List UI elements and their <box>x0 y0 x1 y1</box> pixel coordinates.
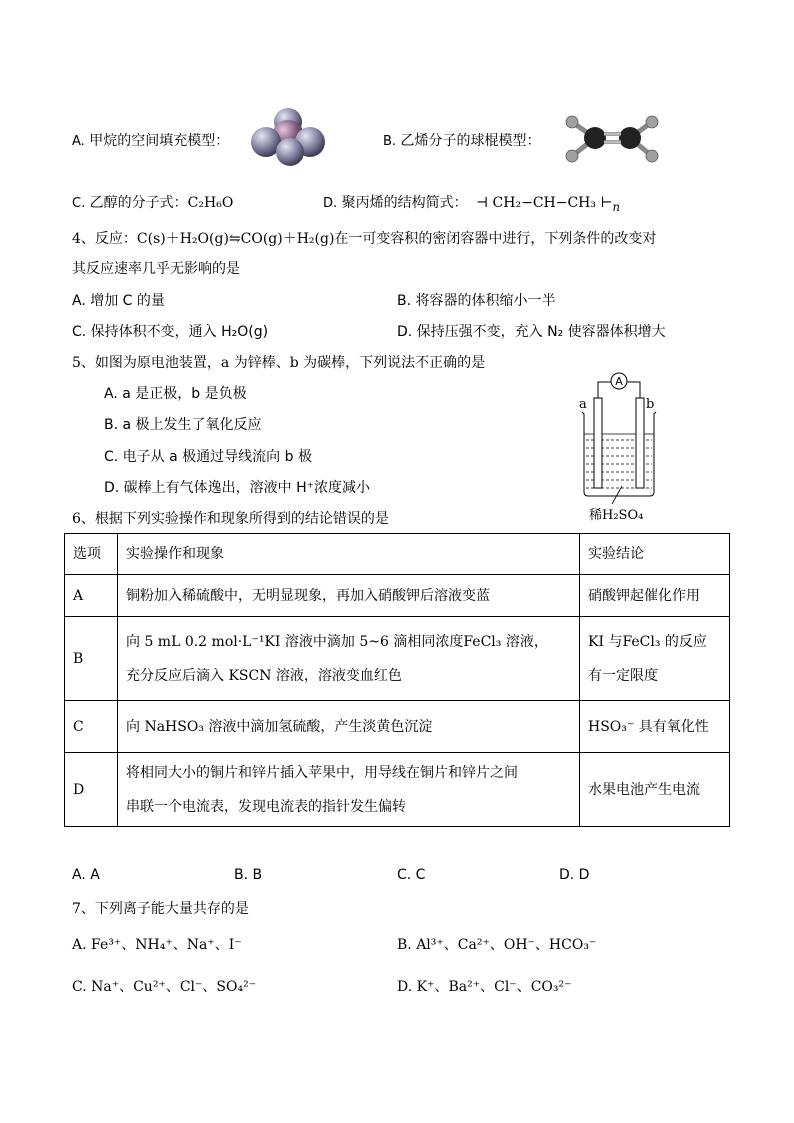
ethylene-h4 <box>646 150 658 162</box>
ethylene-h2 <box>566 150 578 162</box>
ethylene-model-image <box>560 110 670 170</box>
fig-label-b: b <box>646 397 655 412</box>
q6-option-b: B. B <box>234 867 263 883</box>
row-b-conclusion-line2: 有一定限度 <box>588 667 658 684</box>
q3-d-formula-n: n <box>612 199 621 214</box>
table-header-row <box>65 534 730 575</box>
q3-d-formula: ⊣ CH₂−CH−CH₃ ⊢ <box>476 195 613 211</box>
q3-option-d <box>323 192 620 214</box>
ammeter-label: A <box>615 375 623 388</box>
row-a-option: A <box>65 575 118 617</box>
row-d-operation <box>118 753 580 827</box>
row-b-conclusion <box>580 617 730 701</box>
table-row <box>65 701 730 753</box>
row-b-operation <box>118 617 580 701</box>
table-row <box>65 575 730 617</box>
q7-stem: 7、下列离子能大量共存的是 <box>72 901 249 917</box>
electrode-b <box>636 398 644 488</box>
row-b-operation-line2: 充分反应后滴入 KSCN 溶液，溶液变血红色 <box>126 667 402 684</box>
q4-option-a: A. 增加 C 的量 <box>72 293 165 309</box>
q4-option-d: D. 保持压强不变，充入 N₂ 使容器体积增大 <box>397 324 666 340</box>
row-c-operation: 向 NaHSO₃ 溶液中滴加氢硫酸，产生淡黄色沉淀 <box>118 701 580 753</box>
table-row <box>65 753 730 827</box>
q6-stem: 6、根据下列实验操作和现象所得到的结论错误的是 <box>72 511 389 527</box>
row-d-option: D <box>65 753 118 827</box>
electrode-a <box>594 398 602 488</box>
row-b-conclusion-line1: KI 与FeCl₃ 的反应 <box>588 633 707 650</box>
methane-model-image <box>240 106 332 168</box>
ethylene-c2 <box>619 127 641 149</box>
q3-b-prefix: B. <box>383 134 397 149</box>
row-c-conclusion: HSO₃⁻ 具有氧化性 <box>580 701 730 753</box>
row-b-operation-line1: 向 5 mL 0.2 mol·L⁻¹KI 溶液中滴加 5~6 滴相同浓度FeCl₃ 溶液， <box>126 633 548 650</box>
q7-option-d: D. K⁺、Ba²⁺、Cl⁻、CO₃²⁻ <box>397 979 572 995</box>
q7-option-b: B. Al³⁺、Ca²⁺、OH⁻、HCO₃⁻ <box>397 937 597 953</box>
q4-option-c: C. 保持体积不变，通入 H₂O(g) <box>72 324 269 340</box>
ethylene-c1 <box>584 127 606 149</box>
methane-h-front <box>276 138 304 166</box>
header-conclusion: 实验结论 <box>580 534 730 575</box>
q3-a-text: 甲烷的空间填充模型： <box>89 133 230 149</box>
galvanic-cell-diagram <box>574 368 664 520</box>
q5-option-b: B. a 极上发生了氧化反应 <box>104 417 262 433</box>
q5-option-d: D. 碳棒上有气体逸出，溶液中 H⁺浓度减小 <box>104 480 371 496</box>
q6-option-d: D. D <box>559 867 590 883</box>
row-a-conclusion: 硝酸钾起催化作用 <box>580 575 730 617</box>
q4-stem-line1: 4、反应：C(s)＋H₂O(g)⇋CO(g)＋H₂(g)在一可变容积的密闭容器中进行，下列条件的改变对 <box>72 231 657 247</box>
experiment-table <box>64 533 730 827</box>
q6-option-a: A. A <box>72 867 100 883</box>
ethylene-h3 <box>646 116 658 128</box>
q3-d-prefix: D. <box>323 196 338 211</box>
q3-option-a <box>72 130 229 150</box>
q3-d-text: 聚丙烯的结构简式： <box>341 195 468 211</box>
q3-option-b <box>383 130 541 150</box>
q5-stem: 5、如图为原电池装置，a 为锌棒、b 为碳棒，下列说法不正确的是 <box>72 355 486 371</box>
row-d-conclusion: 水果电池产生电流 <box>580 753 730 827</box>
row-a-operation: 铜粉加入稀硫酸中，无明显现象，再加入硝酸钾后溶液变蓝 <box>118 575 580 617</box>
row-c-option: C <box>65 701 118 753</box>
fig-caption: 稀H₂SO₄ <box>589 508 644 523</box>
q7-option-a: A. Fe³⁺、NH₄⁺、Na⁺、I⁻ <box>72 937 242 953</box>
table-row <box>65 617 730 701</box>
q7-option-c: C. Na⁺、Cu²⁺、Cl⁻、SO₄²⁻ <box>72 979 257 995</box>
header-option: 选项 <box>65 534 118 575</box>
fig-label-a: a <box>579 397 587 412</box>
ethylene-h1 <box>566 116 578 128</box>
q3-option-c <box>72 192 233 212</box>
row-d-operation-line2: 串联一个电流表，发现电流表的指针发生偏转 <box>126 798 406 815</box>
q4-option-b: B. 将容器的体积缩小一半 <box>397 293 556 309</box>
q6-option-c: C. C <box>397 867 426 883</box>
row-d-operation-line1: 将相同大小的铜片和锌片插入苹果中，用导线在铜片和锌片之间 <box>126 764 518 781</box>
q3-a-prefix: A. <box>72 134 85 149</box>
q3-c-text: 乙醇的分子式：C₂H₆O <box>89 195 234 211</box>
header-operation: 实验操作和现象 <box>118 534 580 575</box>
q3-b-text: 乙烯分子的球棍模型： <box>400 133 541 149</box>
row-b-option: B <box>65 617 118 701</box>
q5-option-a: A. a 是正极，b 是负极 <box>104 386 247 402</box>
q4-stem-line2: 其反应速率几乎无影响的是 <box>72 261 240 277</box>
q3-c-prefix: C. <box>72 196 86 211</box>
q5-option-c: C. 电子从 a 极通过导线流向 b 极 <box>104 449 312 465</box>
